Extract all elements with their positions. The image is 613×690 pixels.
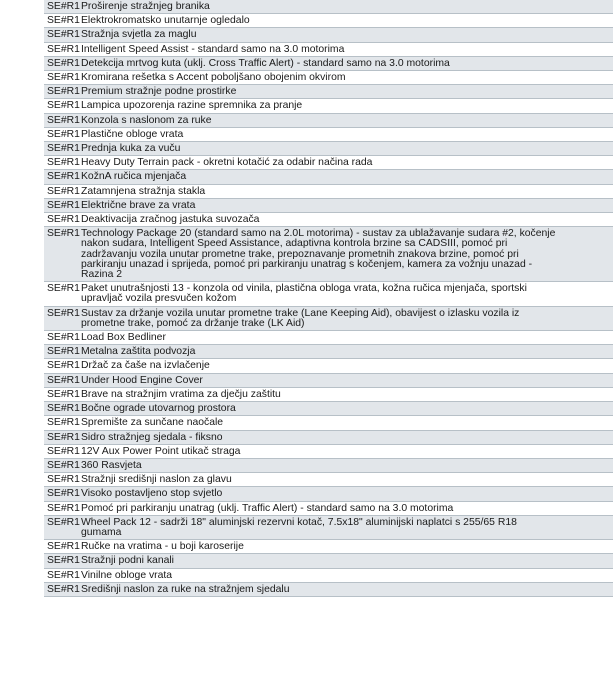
option-code: SE#R1 bbox=[47, 502, 80, 514]
option-code: SE#R1 bbox=[47, 541, 80, 553]
table-row bbox=[44, 307, 613, 331]
option-description: Prednja kuka za vuču bbox=[81, 143, 181, 155]
option-code: SE#R1 bbox=[47, 307, 80, 319]
table-row bbox=[44, 516, 613, 540]
option-description: Stražnja svjetla za maglu bbox=[81, 29, 197, 41]
table-row bbox=[44, 459, 613, 473]
table-row bbox=[44, 199, 613, 213]
table-row bbox=[44, 540, 613, 554]
table-row bbox=[44, 583, 613, 597]
option-description: Premium stražnje podne prostirke bbox=[81, 86, 237, 98]
table-row bbox=[44, 282, 613, 306]
option-code: SE#R1 bbox=[47, 15, 80, 27]
option-code: SE#R1 bbox=[47, 228, 80, 240]
table-row bbox=[44, 345, 613, 359]
option-description: Stražnji središnji naslon za glavu bbox=[81, 474, 232, 486]
table-row bbox=[44, 502, 613, 516]
option-code: SE#R1 bbox=[47, 583, 80, 595]
option-description: Držač za čaše na izvlačenje bbox=[81, 360, 210, 372]
option-code: SE#R1 bbox=[47, 185, 80, 197]
option-description: Električne brave za vrata bbox=[81, 199, 196, 211]
table-row bbox=[44, 170, 613, 184]
option-code: SE#R1 bbox=[47, 488, 80, 500]
table-row bbox=[44, 128, 613, 142]
option-description: Deaktivacija zračnog jastuka suvozača bbox=[81, 214, 260, 226]
option-code: SE#R1 bbox=[47, 57, 80, 69]
option-description: Detekcija mrtvog kuta (uklj. Cross Traffic Alert) - standard samo na 3.0 motorima bbox=[81, 57, 450, 69]
table-row bbox=[44, 388, 613, 402]
option-description: Konzola s naslonom za ruke bbox=[81, 114, 212, 126]
table-row bbox=[44, 445, 613, 459]
option-code: SE#R1 bbox=[47, 128, 80, 140]
option-description: Visoko postavljeno stop svjetlo bbox=[81, 488, 223, 500]
option-code: SE#R1 bbox=[47, 143, 80, 155]
option-description: KožnA ručica mjenjača bbox=[81, 171, 187, 183]
table-row bbox=[44, 227, 613, 282]
table-row bbox=[44, 142, 613, 156]
option-description: Paket unutrašnjosti 13 - konzola od vinila, plastična obloga vrata, kožna ručica mjenjača, sportski upravljač vozila presvučen kožom bbox=[81, 283, 527, 305]
option-description: Bočne ograde utovarnog prostora bbox=[81, 403, 236, 415]
option-code: SE#R1 bbox=[47, 360, 80, 372]
option-code: SE#R1 bbox=[47, 431, 80, 443]
table-row bbox=[44, 359, 613, 373]
option-description: Sidro stražnjeg sjedala - fiksno bbox=[81, 431, 223, 443]
option-code: SE#R1 bbox=[47, 403, 80, 415]
option-code: SE#R1 bbox=[47, 1, 80, 12]
table-row bbox=[44, 331, 613, 345]
option-code: SE#R1 bbox=[47, 445, 80, 457]
table-row bbox=[44, 554, 613, 568]
option-description: Plastične obloge vrata bbox=[81, 128, 184, 140]
table-row bbox=[44, 14, 613, 28]
option-code: SE#R1 bbox=[47, 283, 80, 295]
option-description: Središnji naslon za ruke na stražnjem sjedalu bbox=[81, 583, 290, 595]
table-row bbox=[44, 431, 613, 445]
table-row bbox=[44, 213, 613, 227]
option-code: SE#R1 bbox=[47, 86, 80, 98]
table-row bbox=[44, 114, 613, 128]
option-code: SE#R1 bbox=[47, 417, 80, 429]
option-code: SE#R1 bbox=[47, 569, 80, 581]
option-code: SE#R1 bbox=[47, 100, 80, 112]
option-description: Under Hood Engine Cover bbox=[81, 374, 203, 386]
option-code: SE#R1 bbox=[47, 171, 80, 183]
option-code: SE#R1 bbox=[47, 157, 80, 169]
option-description: Brave na stražnjim vratima za dječju zaštitu bbox=[81, 388, 281, 400]
option-code: SE#R1 bbox=[47, 346, 80, 358]
option-description: Pomoć pri parkiranju unatrag (uklj. Traffic Alert) - standard samo na 3.0 motorima bbox=[81, 502, 454, 514]
table-row bbox=[44, 71, 613, 85]
option-description: Sustav za držanje vozila unutar prometne trake (Lane Keeping Aid), obavijest o izlasku vozila iz prometne trake, pomoć za držanje trake (LK Aid) bbox=[81, 307, 520, 329]
table-row bbox=[44, 28, 613, 42]
option-code: SE#R1 bbox=[47, 43, 80, 55]
option-code: SE#R1 bbox=[47, 199, 80, 211]
table-row bbox=[44, 402, 613, 416]
option-description: Zatamnjena stražnja stakla bbox=[81, 185, 206, 197]
table-row bbox=[44, 0, 613, 14]
table-row bbox=[44, 473, 613, 487]
table-row bbox=[44, 185, 613, 199]
option-code: SE#R1 bbox=[47, 516, 80, 528]
table-row bbox=[44, 57, 613, 71]
option-code: SE#R1 bbox=[47, 474, 80, 486]
option-code: SE#R1 bbox=[47, 459, 80, 471]
option-description: Metalna zaštita podvozja bbox=[81, 346, 196, 358]
option-description: Proširenje stražnjeg branika bbox=[81, 1, 210, 12]
option-code: SE#R1 bbox=[47, 114, 80, 126]
table-row bbox=[44, 99, 613, 113]
option-description: Wheel Pack 12 - sadrži 18" aluminjski rezervni kotač, 7.5x18" aluminijski naplatci s 255/65 R18 gumama bbox=[81, 516, 517, 538]
option-description: Kromirana rešetka s Accent poboljšano obojenim okvirom bbox=[81, 72, 346, 84]
option-description: 360 Rasvjeta bbox=[81, 459, 142, 471]
option-code: SE#R1 bbox=[47, 374, 80, 386]
option-description: Spremište za sunčane naočale bbox=[81, 417, 224, 429]
equipment-table bbox=[44, 0, 613, 597]
option-description: 12V Aux Power Point utikač straga bbox=[81, 445, 241, 457]
option-code: SE#R1 bbox=[47, 388, 80, 400]
option-code: SE#R1 bbox=[47, 555, 80, 567]
option-description: Intelligent Speed Assist - standard samo na 3.0 motorima bbox=[81, 43, 345, 55]
option-code: SE#R1 bbox=[47, 72, 80, 84]
table-row bbox=[44, 156, 613, 170]
option-description: Ručke na vratima - u boji karoserije bbox=[81, 541, 244, 553]
table-row bbox=[44, 374, 613, 388]
option-code: SE#R1 bbox=[47, 332, 80, 344]
option-description: Heavy Duty Terrain pack - okretni kotačić za odabir načina rada bbox=[81, 157, 373, 169]
option-description: Technology Package 20 (standard samo na 2.0L motorima) - sustav za ublažavanje sudara #2, kočenje nakon sudara, Intelligent Speed Assistance, adaptivna kontrola brzine sa CADSIII, pomoć pri zadržavanju vozila unutar prometne trake, prepoznavanje prometnih znakova brzine, pomoć pri parkiranju unazad i sprijeda, pomoć pri parkiranju unatrag s kočenjem, kamera za vožnju unazad - Razina 2 bbox=[81, 228, 556, 281]
option-description: Load Box Bedliner bbox=[81, 332, 166, 344]
option-description: Stražnji podni kanali bbox=[81, 555, 174, 567]
table-row bbox=[44, 43, 613, 57]
option-description: Vinilne obloge vrata bbox=[81, 569, 173, 581]
table-row bbox=[44, 416, 613, 430]
option-code: SE#R1 bbox=[47, 214, 80, 226]
option-description: Lampica upozorenja razine spremnika za pranje bbox=[81, 100, 303, 112]
option-description: Elektrokromatsko unutarnje ogledalo bbox=[81, 15, 250, 27]
table-row bbox=[44, 85, 613, 99]
table-row bbox=[44, 487, 613, 501]
table-row bbox=[44, 569, 613, 583]
option-code: SE#R1 bbox=[47, 29, 80, 41]
